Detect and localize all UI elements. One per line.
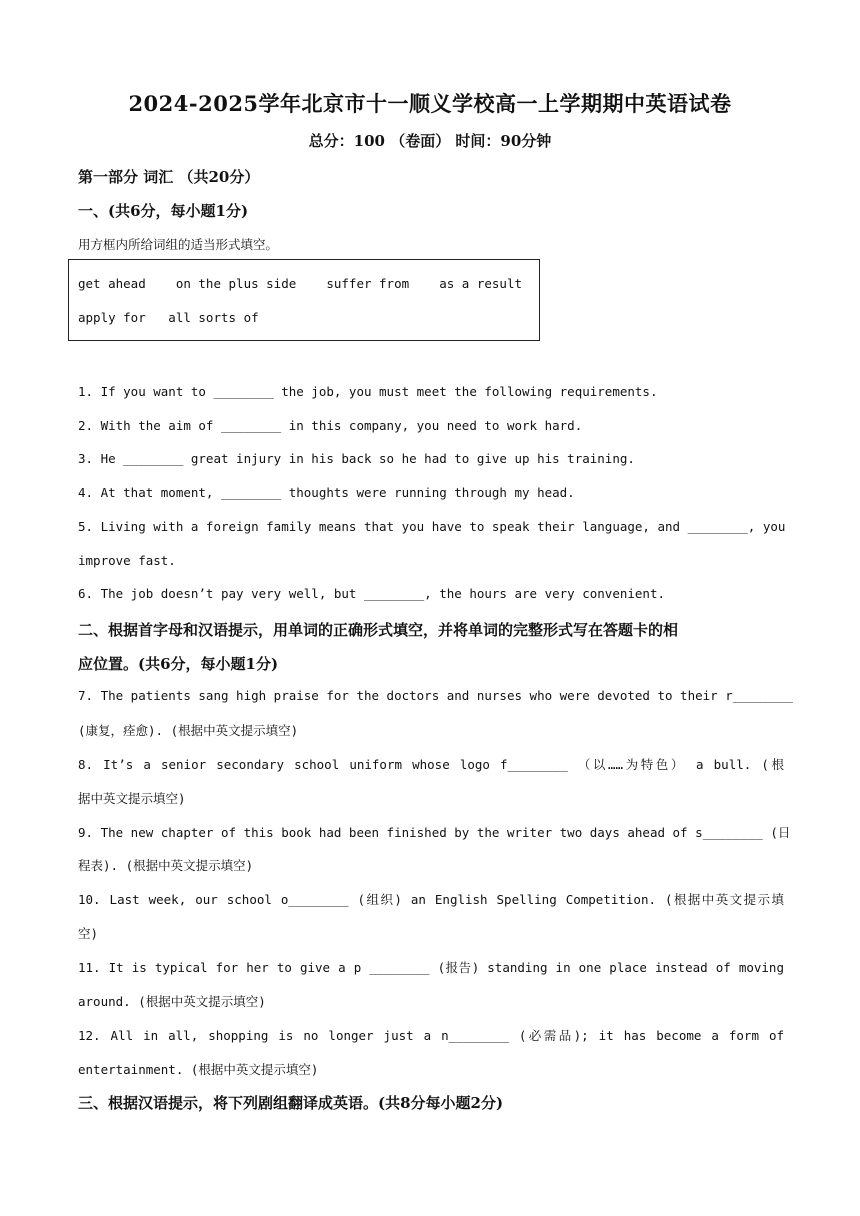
question-5-line-2: improve fast. [78, 553, 176, 568]
exam-subtitle: 总分：100 （卷面） 时间：90分钟 [308, 132, 552, 150]
phrase-box-row-2: apply for all sorts of [78, 310, 259, 325]
question-12-line-1: 12. All in all, shopping is no longer just a n________ (必需品); it has become a form of [78, 1028, 784, 1043]
exam-title: 2024-2025学年北京市十一顺义学校高一上学期期中英语试卷 [128, 91, 732, 116]
question-8-line-1: 8. It’s a senior secondary school uniform whose logo f________ （以……为特色） a bull. (根 [78, 757, 784, 772]
question-2: 2. With the aim of ________ in this company, you need to work hard. [78, 418, 583, 433]
section3-heading: 三、根据汉语提示，将下列剧组翻译成英语。(共8分每小题2分) [78, 1094, 504, 1112]
phrase-box [68, 259, 540, 341]
phrase-box-row-1: get ahead on the plus side suffer from as a result [78, 276, 523, 291]
question-4: 4. At that moment, ________ thoughts were running through my head. [78, 485, 575, 500]
question-11-line-1: 11. It is typical for her to give a p ________ (报告) standing in one place instead of moving [78, 960, 784, 975]
question-6: 6. The job doesn’t pay very well, but ________, the hours are very convenient. [78, 586, 665, 601]
section1-heading: 一、(共6分，每小题1分) [78, 202, 249, 220]
question-7-line-1: 7. The patients sang high praise for the doctors and nurses who were devoted to their r________ [78, 688, 793, 703]
question-7-line-2: (康复，痊愈). (根据中英文提示填空) [78, 723, 299, 738]
question-10-line-1: 10. Last week, our school o________ (组织) an English Spelling Competition. (根据中英文提示填 [78, 892, 784, 907]
part1-heading: 第一部分 词汇 （共20分） [78, 168, 260, 186]
question-12-line-2: entertainment. (根据中英文提示填空) [78, 1062, 319, 1077]
question-5-line-1: 5. Living with a foreign family means that you have to speak their language, and ________, you [78, 519, 786, 534]
section1-instruction: 用方框内所给词组的适当形式填空。 [78, 237, 279, 252]
question-9-line-2: 程表). (根据中英文提示填空) [78, 858, 254, 873]
question-9-line-1: 9. The new chapter of this book had been finished by the writer two days ahead of s________ (日 [78, 825, 791, 840]
section2-heading-line-2: 应位置。(共6分，每小题1分) [78, 655, 279, 673]
question-11-line-2: around. (根据中英文提示填空) [78, 994, 266, 1009]
section2-heading-line-1: 二、根据首字母和汉语提示，用单词的正确形式填空，并将单词的完整形式写在答题卡的相 [78, 621, 679, 639]
question-3: 3. He ________ great injury in his back so he had to give up his training. [78, 451, 635, 466]
question-8-line-2: 据中英文提示填空) [78, 791, 186, 806]
question-10-line-2: 空) [78, 926, 99, 941]
question-1: 1. If you want to ________ the job, you must meet the following requirements. [78, 384, 658, 399]
